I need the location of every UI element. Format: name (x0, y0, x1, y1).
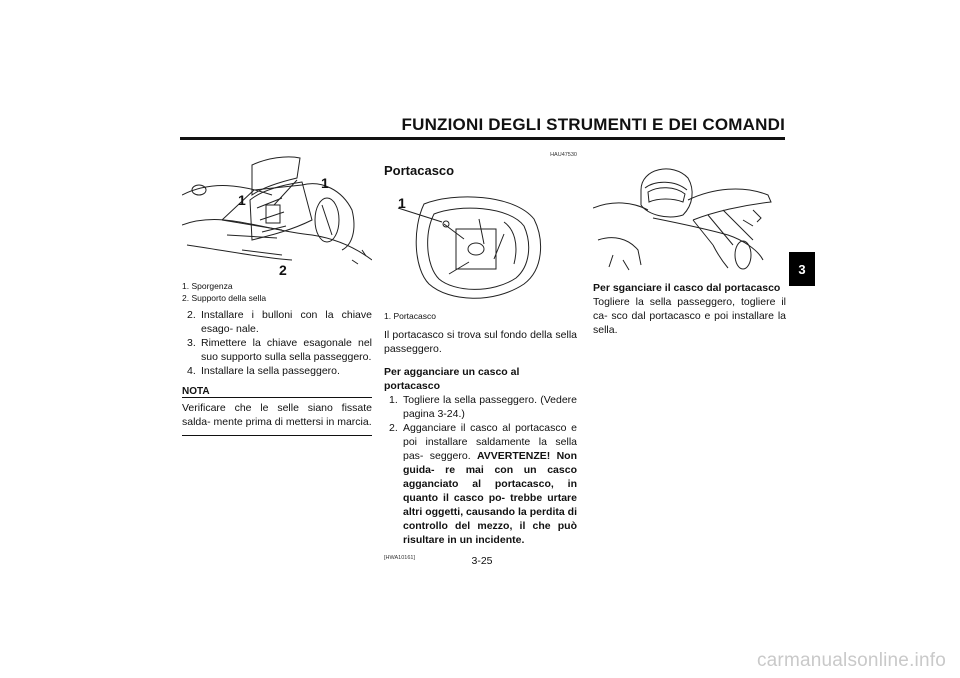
column-middle (384, 148, 577, 567)
helmet-holder-illustration (384, 184, 577, 306)
step-text: Installare i bulloni con la chiave esago- nale. (201, 309, 372, 335)
list-item (182, 364, 372, 378)
steps-list (182, 308, 372, 378)
nota-label: NOTA (182, 386, 213, 397)
figure-callout-1: 1 (398, 195, 406, 211)
watermark: carmanualsonline.info (756, 650, 946, 671)
step-text: Togliere la sella passeggero. (Vedere pagina 3-24.) (403, 394, 577, 420)
step-number: 4. (187, 365, 196, 377)
release-subheading: Per sganciare il casco dal portacasco (593, 282, 781, 294)
figure-callout-1b: 1 (238, 192, 246, 208)
intro-paragraph: Il portacasco si trova sul fondo della sella passeggero. (384, 329, 577, 355)
section-code: HAU47530 (550, 152, 577, 158)
attach-subheading: Per agganciare un casco al portacasco (384, 366, 520, 392)
release-text: Togliere la sella passeggero, togliere il ca- sco dal portacasco e poi installare la sella. (593, 296, 786, 336)
caption-2: 2. Supporto della sella (182, 293, 267, 303)
step-number: 1. (389, 394, 398, 406)
title-rule (180, 137, 785, 140)
helmet-on-bike-figure (593, 150, 786, 275)
nota-header (182, 384, 372, 398)
section-title: Portacasco (384, 163, 455, 178)
warning-code: [HWA10161] (384, 555, 415, 561)
caption-1: 1. Sporgenza (182, 281, 233, 291)
page-title: FUNZIONI DEGLI STRUMENTI E DEI COMANDI (401, 115, 785, 134)
step-text: Installare la sella passeggero. (201, 365, 340, 377)
step-number: 2. (389, 422, 398, 434)
caption-1: 1. Portacasco (384, 311, 436, 321)
step-text: Rimettere la chiave esagonale nel suo supporto sulla sella passeggero. (201, 337, 372, 363)
step-number: 2. (187, 309, 196, 321)
list-item (182, 308, 372, 336)
attach-steps (384, 393, 577, 547)
seat-bracket-illustration (182, 150, 372, 280)
column-right (593, 150, 786, 337)
figure-callout-2: 2 (279, 262, 287, 278)
nota-text: Verificare che le selle siano fissate salda- mente prima di mettersi in marcia. (182, 402, 372, 428)
figure-callout-1a: 1 (321, 175, 329, 191)
list-item (384, 421, 577, 547)
step-text: Agganciare il casco al portacasco e poi installare saldamente la sella pas- seggero. (403, 422, 577, 462)
page-number: 3-25 (471, 555, 493, 567)
list-item (182, 336, 372, 364)
step-number: 3. (187, 337, 196, 349)
column-left (182, 150, 372, 436)
nota-bottom-rule (182, 435, 372, 436)
warning-text: AVVERTENZE! Non guida- re mai con un casco agganciato al portacasco, in quanto il casco po- trebbe urtare altri oggetti, causando la perdita di controllo del mezzo, il che può risultare in un incidente. (403, 450, 577, 546)
list-item (384, 393, 577, 421)
seat-bracket-figure (182, 150, 372, 280)
helmet-on-bike-illustration (593, 150, 786, 275)
chapter-tab[interactable]: 3 (789, 252, 815, 286)
helmet-holder-figure (384, 184, 577, 306)
